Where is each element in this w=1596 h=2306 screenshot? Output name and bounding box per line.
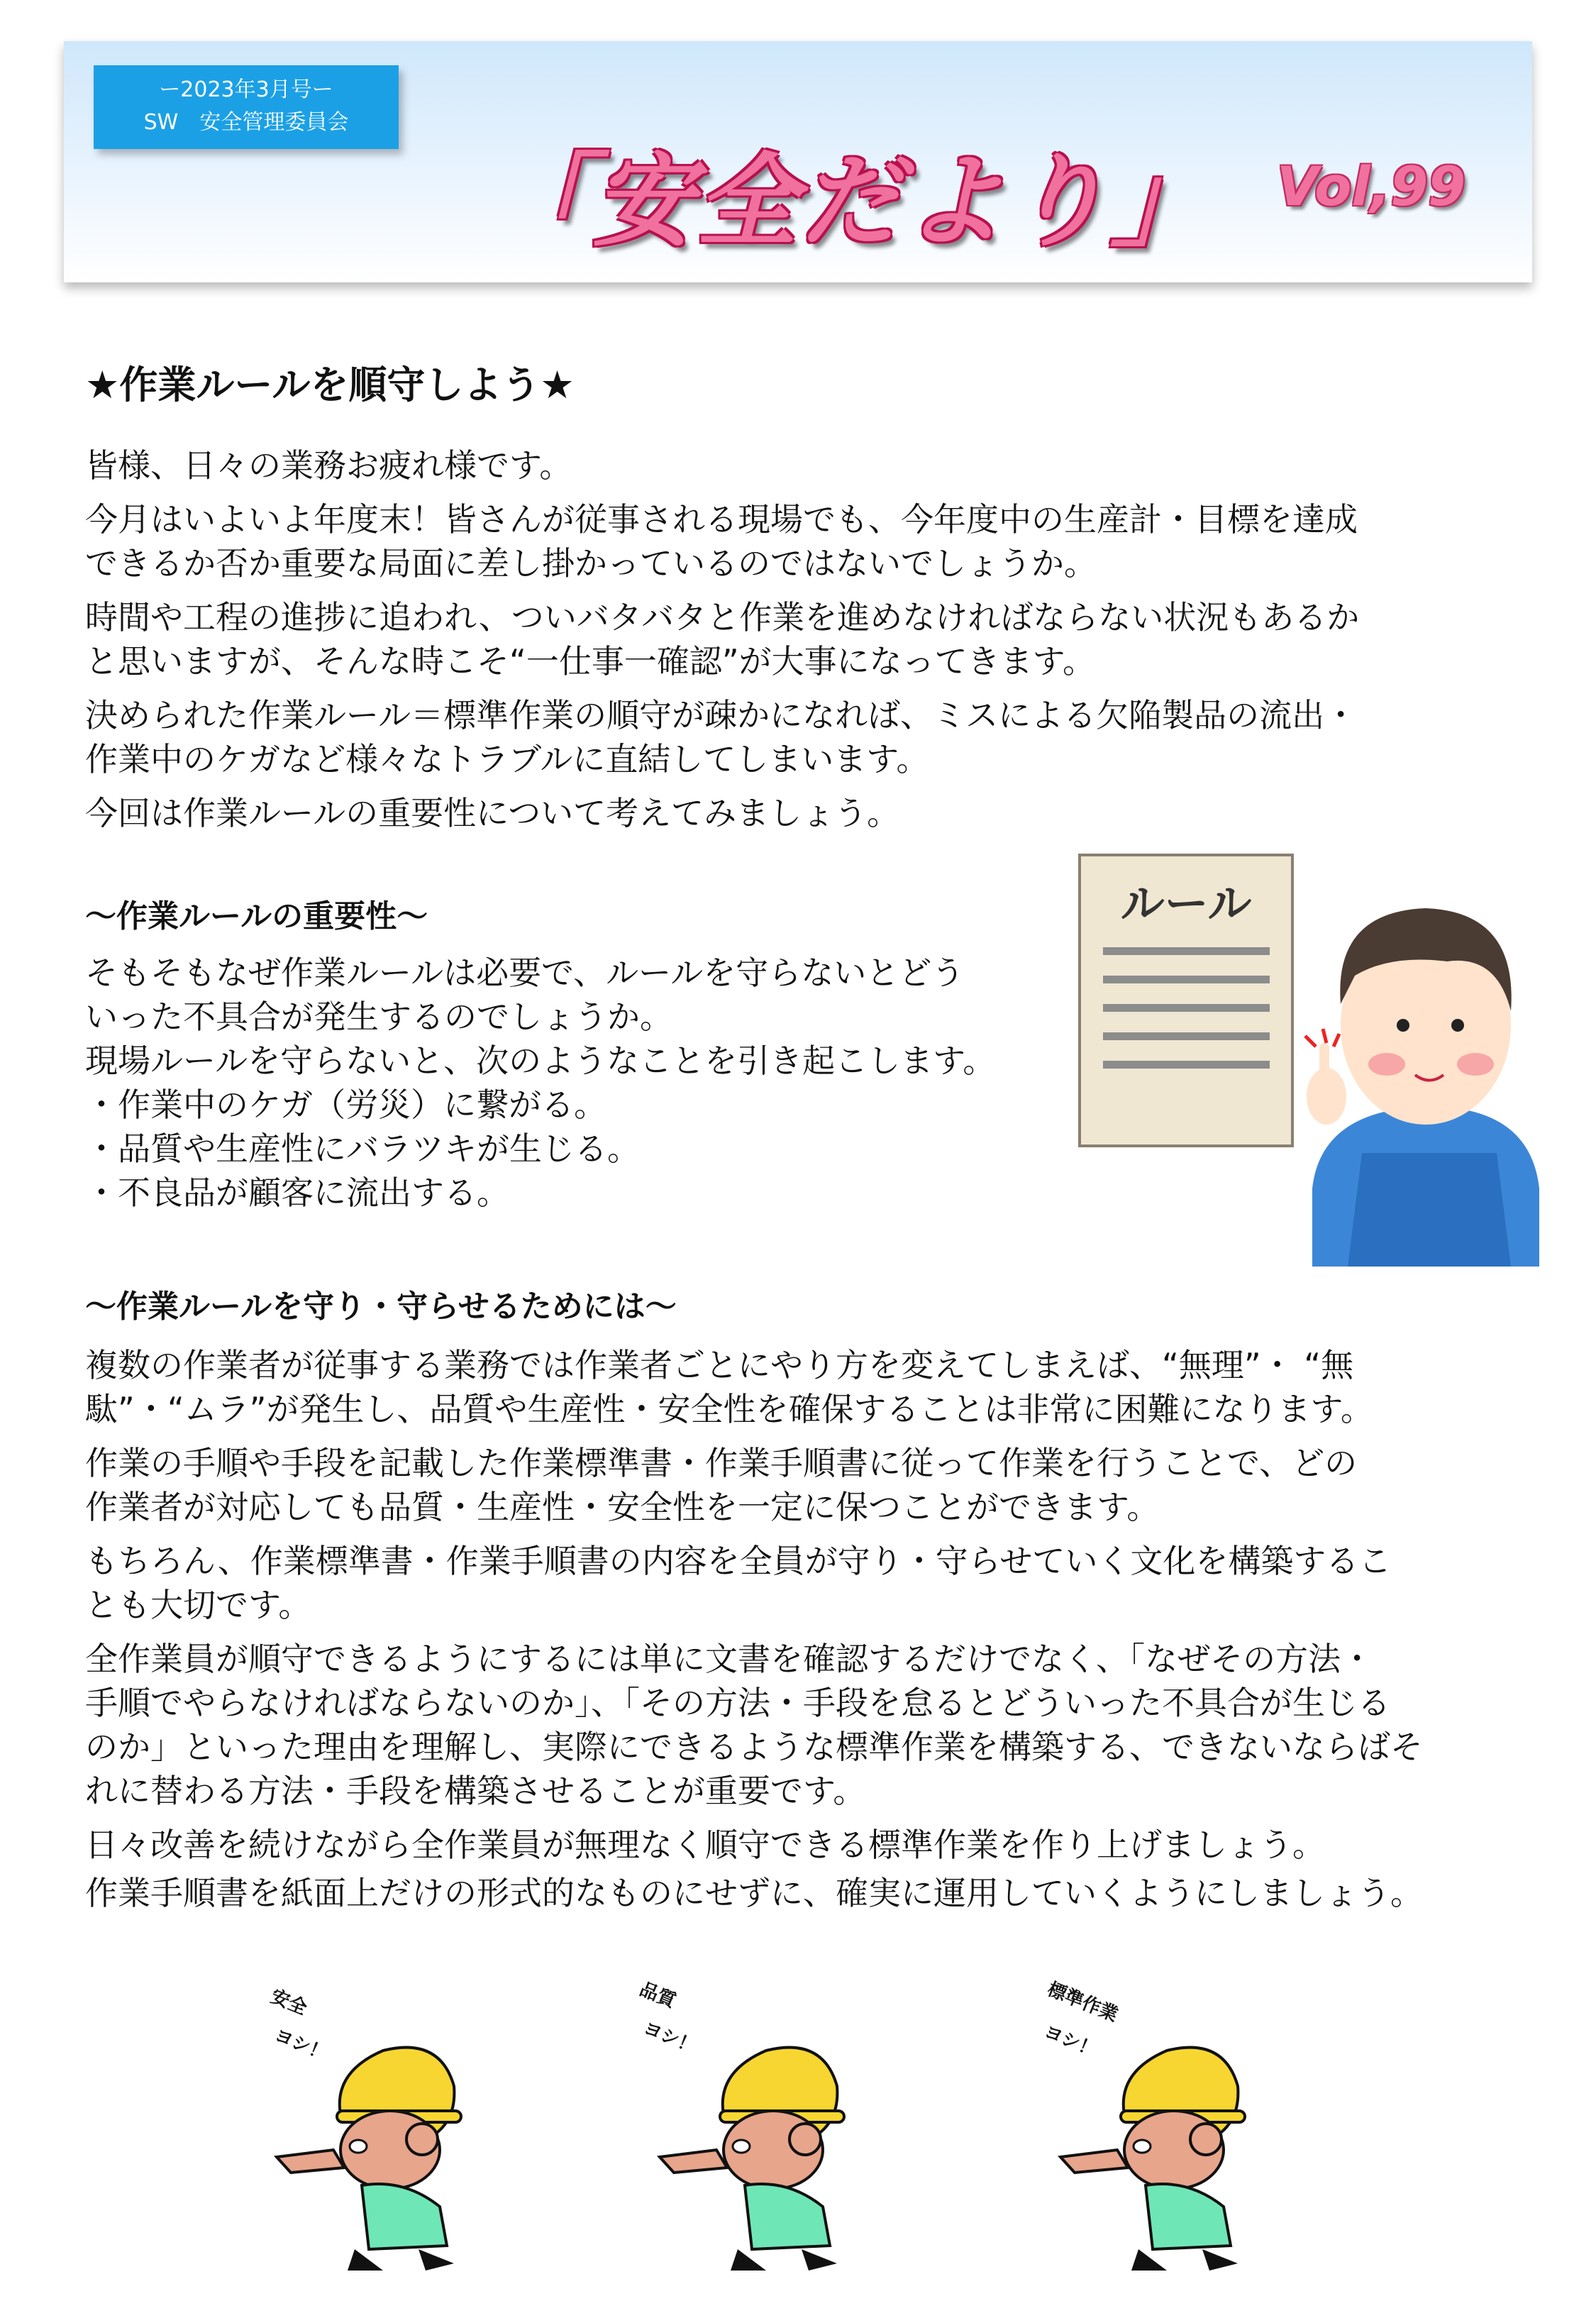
- callout-call: ヨシ！: [640, 2017, 699, 2058]
- worker-figure: [1305, 908, 1539, 1267]
- pointing-worker-safety: [267, 1985, 461, 2271]
- rule-sign-text: ルール: [1120, 878, 1252, 929]
- section-line: 現場ルールを守らないと、次のようなことを引き起こします。: [85, 1042, 996, 1080]
- section-line: そもそもなぜ作業ルールは必要で、ルールを守らないとどう: [85, 954, 965, 992]
- callout-label: 標準作業: [1044, 1978, 1121, 2026]
- committee-name: SW 安全管理委員会: [143, 110, 349, 135]
- intro-line: 時間や工程の進捗に追われ、ついバタバタと作業を進めなければならない状況もあるか: [85, 598, 1360, 636]
- intro-text: [85, 443, 1359, 835]
- section-line: とも大切です。: [85, 1586, 311, 1624]
- section-line: れに替わる方法・手段を構築させることが重要です。: [85, 1772, 866, 1810]
- section-line: 日々改善を続けながら全作業員が無理なく順守できる標準作業を作り上げましょう。: [85, 1826, 1325, 1864]
- intro-line: 今回は作業ルールの重要性について考えてみましょう。: [85, 794, 900, 832]
- section-line: もちろん、作業標準書・作業手順書の内容を全員が守り・守らせていく文化を構築するこ: [85, 1542, 1392, 1580]
- section-line: 作業の手順や手段を記載した作業標準書・作業手順書に従って作業を行うことで、どの: [85, 1444, 1358, 1482]
- section-line: のか」といった理由を理解し、実際にできるような標準作業を構築する、できないならばそ: [85, 1728, 1423, 1766]
- issue-date: ー2023年3月号ー: [159, 77, 333, 102]
- pointing-worker-standard-work: [1041, 1979, 1245, 2271]
- bullet-item: ・作業中のケガ（労災）に繋がる。: [85, 1086, 607, 1124]
- rule-sign-board: [1080, 855, 1292, 1146]
- section-title-how-to-keep: ～作業ルールを守り・守らせるためには～: [85, 1289, 677, 1325]
- intro-line: 今月はいよいよ年度末！皆さんが従事される現場でも、今年度中の生産計・目標を達成: [85, 500, 1358, 539]
- pointing-worker-quality: [636, 1979, 844, 2271]
- intro-line: 決められた作業ルール＝標準作業の順守が疎かになれば、ミスによる欠陥製品の流出・: [85, 696, 1358, 734]
- section-line: 作業手順書を紙面上だけの形式的なものにせずに、確実に運用していくようにしましょう。: [85, 1874, 1423, 1912]
- article-heading: ★作業ルールを順守しよう★: [85, 363, 575, 407]
- section-importance-text: [85, 951, 995, 1215]
- bullet-item: ・品質や生産性にバラツキが生じる。: [85, 1130, 640, 1168]
- intro-line: 皆様、日々の業務お疲れ様です。: [85, 446, 572, 485]
- section-line: いった不具合が発生するのでしょうか。: [85, 998, 672, 1036]
- section-keep-text: [85, 1343, 1423, 1915]
- section-title-importance: ～作業ルールの重要性～: [85, 898, 428, 934]
- section-line: 複数の作業者が従事する業務では作業者ごとにやり方を変えてしまえば、“無理”・ “無: [85, 1346, 1354, 1384]
- section-line: 駄”・“ムラ”が発生し、品質や生産性・安全性を確保することは非常に困難になります。: [85, 1390, 1373, 1428]
- pointing-workers-illustration: [234, 1965, 1383, 2278]
- volume-number: Vol,99: [1277, 155, 1466, 218]
- bullet-item: ・不良品が顧客に流出する。: [85, 1174, 509, 1212]
- intro-line: できるか否か重要な局面に差し掛かっているのではないでしょうか。: [85, 544, 1097, 583]
- rule-worker-illustration: [1071, 848, 1553, 1274]
- section-line: 作業者が対応しても品質・生産性・安全性を一定に保つことができます。: [85, 1488, 1160, 1526]
- callout-call: ヨシ！: [1041, 2021, 1100, 2062]
- callout-call: ヨシ！: [271, 2024, 331, 2065]
- callout-label: 安全: [267, 1985, 310, 2019]
- section-line: 全作業員が順守できるようにするには単に文書を確認するだけでなく、「なぜその方法・: [85, 1640, 1374, 1678]
- section-line: 手順でやらなければならないのか」、「その方法・手段を怠るとどういった不具合が生じる: [85, 1684, 1390, 1722]
- issue-info-box: [94, 65, 399, 149]
- intro-line: 作業中のケガなど様々なトラブルに直結してしまいます。: [85, 740, 929, 778]
- callout-label: 品質: [636, 1978, 679, 2012]
- intro-line: と思いますが、そんな時こそ“一仕事一確認”が大事になってきます。: [85, 642, 1095, 680]
- newsletter-header: [64, 41, 1532, 282]
- newsletter-title: 「安全だより」: [489, 143, 1214, 260]
